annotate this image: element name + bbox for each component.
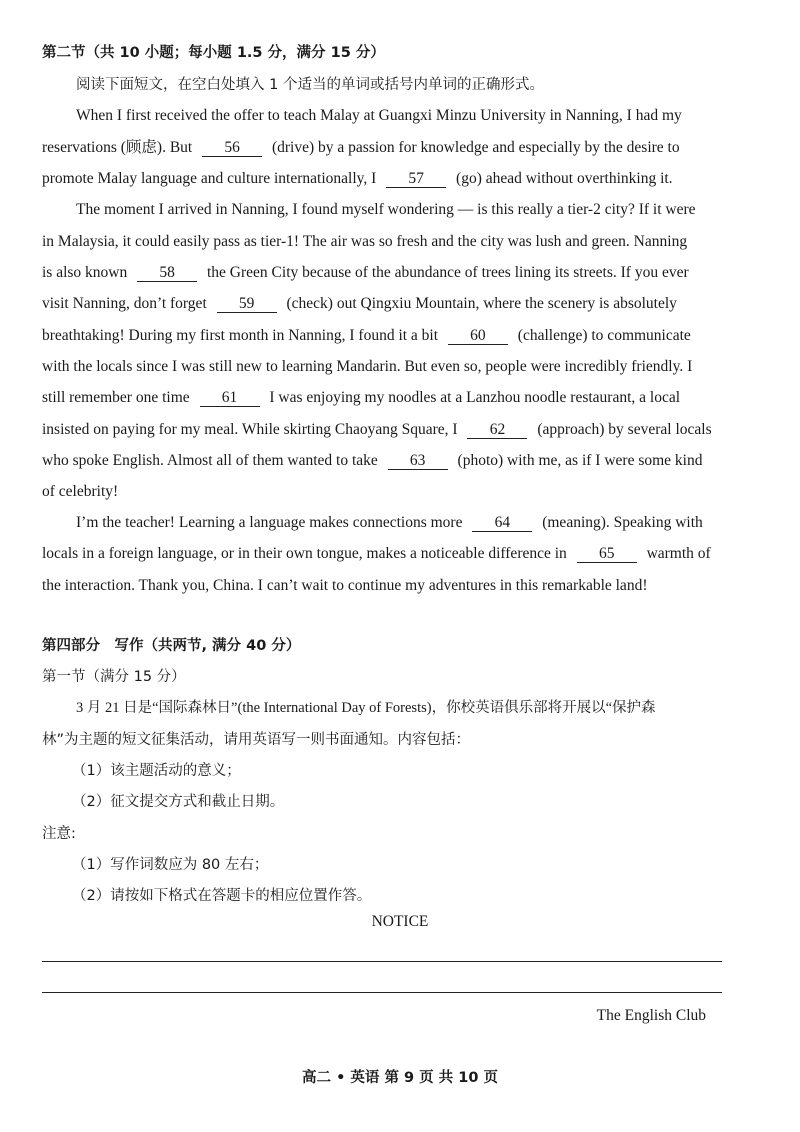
passage-line: still remember one time 61 I was enjoying my noodles at a Lanzhou noodle restaurant, a local <box>42 389 681 406</box>
passage-line: When I first received the offer to teach Malay at Guangxi Minzu University in Nanning, I had my <box>76 107 682 124</box>
writing-prompt: 林”为主题的短文征集活动，请用英语写一则书面通知。内容包括： <box>42 732 471 748</box>
answer-line[interactable] <box>42 961 722 962</box>
passage-line: who spoke English. Almost all of them wanted to take 63 (photo) with me, as if I were some kind <box>42 452 703 469</box>
section-header: 第一节（满分 15 分） <box>42 669 186 685</box>
passage-line: with the locals since I was still new to learning Mandarin. But even so, people were incredibly friendly. I <box>42 358 693 375</box>
passage-line: of celebrity! <box>42 483 119 500</box>
passage-line: is also known 58 the Green City because of the abundance of trees lining its streets. If you ever <box>42 264 689 281</box>
blank-64[interactable]: 64 <box>472 515 532 532</box>
blank-60[interactable]: 60 <box>448 328 508 345</box>
passage-line: I’m the teacher! Learning a language makes connections more 64 (meaning). Speaking with <box>76 514 703 531</box>
blank-63[interactable]: 63 <box>388 453 448 470</box>
page-footer: 高二 • 英语 第 9 页 共 10 页 <box>302 1070 498 1086</box>
note-label: 注意: <box>42 826 76 842</box>
writing-prompt: 3 月 21 日是“国际森林日”(the International Day of Forests)，你校英语俱乐部将开展以“保护森 <box>76 700 656 716</box>
passage-line: in Malaysia, it could easily pass as tier-1! The air was so fresh and the city was lush and green. Nanning <box>42 233 688 250</box>
passage-line: visit Nanning, don’t forget 59 (check) out Qingxiu Mountain, where the scenery is absolutely <box>42 295 677 312</box>
note-item: （1）写作词数应为 80 左右； <box>72 857 269 873</box>
passage-line: The moment I arrived in Nanning, I found myself wondering — is this really a tier-2 city? If it were <box>76 201 696 218</box>
blank-61[interactable]: 61 <box>200 390 260 407</box>
answer-line[interactable] <box>42 992 722 993</box>
notice-title: NOTICE <box>371 913 429 930</box>
blank-58[interactable]: 58 <box>137 265 197 282</box>
blank-57[interactable]: 57 <box>386 171 446 188</box>
passage-line: insisted on paying for my meal. While skirting Chaoyang Square, I 62 (approach) by several locals <box>42 421 712 438</box>
blank-59[interactable]: 59 <box>217 296 277 313</box>
passage-line: locals in a foreign language, or in their own tongue, makes a noticeable difference in 65 warmth of <box>42 545 711 562</box>
prompt-item: （2）征文提交方式和截止日期。 <box>72 794 285 810</box>
blank-65[interactable]: 65 <box>577 546 637 563</box>
blank-56[interactable]: 56 <box>202 140 262 157</box>
section-instruction: 阅读下面短文，在空白处填入 1 个适当的单词或括号内单词的正确形式。 <box>76 77 544 93</box>
blank-62[interactable]: 62 <box>467 422 527 439</box>
part-header: 第四部分 写作（共两节, 满分 40 分） <box>42 638 301 654</box>
passage-line: breathtaking! During my first month in Nanning, I found it a bit 60 (challenge) to communicate <box>42 327 691 344</box>
passage-line: the interaction. Thank you, China. I can’t wait to continue my adventures in this remarkable land! <box>42 577 648 594</box>
note-item: （2）请按如下格式在答题卡的相应位置作答。 <box>72 888 372 904</box>
section-header: 第二节（共 10 小题；每小题 1.5 分，满分 15 分） <box>42 45 385 61</box>
passage-line: promote Malay language and culture internationally, I 57 (go) ahead without overthinking it. <box>42 170 673 187</box>
passage-line: reservations (顾虑). But 56 (drive) by a passion for knowledge and especially by the desire to <box>42 139 680 156</box>
signature: The English Club <box>596 1007 706 1024</box>
prompt-item: （1）该主题活动的意义； <box>72 763 241 779</box>
